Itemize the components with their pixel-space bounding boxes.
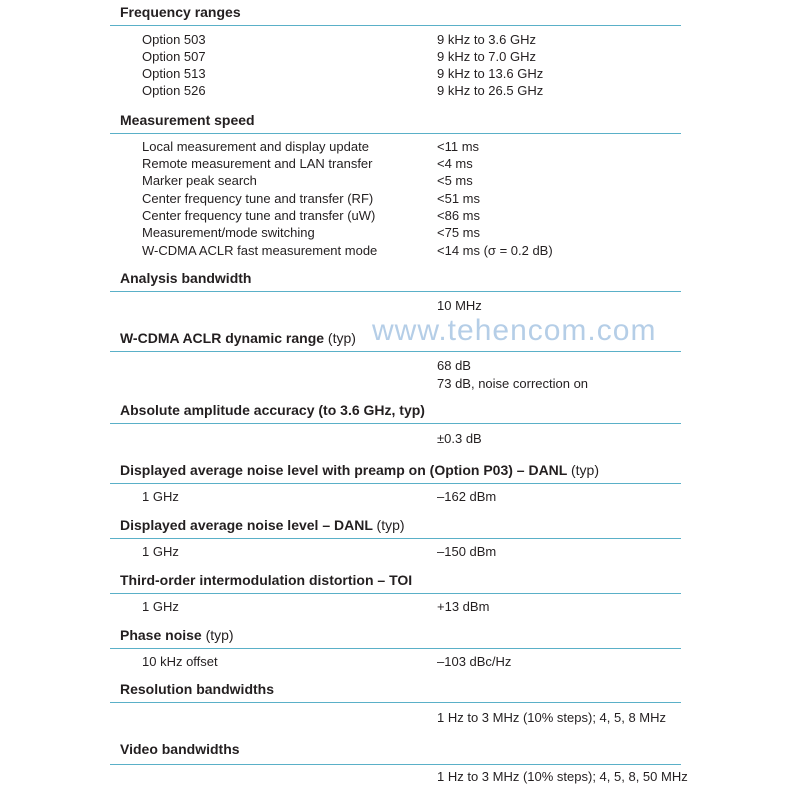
- spec-row: [0, 709, 800, 726]
- spec-row: [0, 297, 800, 314]
- section-title: [120, 627, 234, 644]
- section-title-text: Displayed average noise level – DANL: [120, 517, 373, 533]
- spec-value: 1 Hz to 3 MHz (10% steps); 4, 5, 8, 50 MHz: [437, 769, 688, 784]
- spec-value: –162 dBm: [437, 489, 497, 504]
- spec-value: 1 Hz to 3 MHz (10% steps); 4, 5, 8 MHz: [437, 710, 667, 725]
- spec-row: [0, 224, 800, 241]
- spec-label: Option 507: [142, 49, 206, 64]
- spec-value: –103 dBc/Hz: [437, 654, 512, 669]
- section-title-qualifier: (typ): [376, 517, 405, 533]
- spec-row: [0, 82, 800, 99]
- spec-row: [0, 242, 800, 259]
- section-title: [120, 572, 412, 589]
- spec-label: Measurement/mode switching: [142, 225, 315, 240]
- spec-value: 73 dB, noise correction on: [437, 376, 589, 391]
- spec-value: 68 dB: [437, 358, 471, 373]
- section-divider: [110, 483, 681, 484]
- spec-label: Center frequency tune and transfer (RF): [142, 191, 374, 206]
- spec-label: 1 GHz: [142, 544, 179, 559]
- spec-value: +13 dBm: [437, 599, 490, 614]
- section-title: [120, 402, 425, 419]
- section-divider: [110, 648, 681, 649]
- spec-row: [0, 31, 800, 48]
- section-divider: [110, 423, 681, 424]
- spec-value: 10 MHz: [437, 298, 482, 313]
- spec-label: Marker peak search: [142, 173, 257, 188]
- spec-row: [0, 138, 800, 155]
- spec-value: <5 ms: [437, 173, 473, 188]
- spec-row: [0, 357, 800, 374]
- spec-value: ±0.3 dB: [437, 431, 482, 446]
- section-title: [120, 517, 405, 534]
- spec-label: Option 503: [142, 32, 206, 47]
- section-title-qualifier: (typ): [570, 462, 599, 478]
- section-title-text: Measurement speed: [120, 112, 255, 128]
- spec-label: Remote measurement and LAN transfer: [142, 156, 373, 171]
- spec-row: [0, 430, 800, 447]
- spec-value: <14 ms (σ = 0.2 dB): [437, 243, 553, 258]
- section-title: [120, 4, 241, 21]
- section-divider: [110, 133, 681, 134]
- spec-value: 9 kHz to 26.5 GHz: [437, 83, 544, 98]
- spec-label: Center frequency tune and transfer (uW): [142, 208, 376, 223]
- section-title-qualifier: (typ): [205, 627, 234, 643]
- section-title-qualifier: (typ): [327, 330, 356, 346]
- section-title: [120, 741, 240, 758]
- spec-row: [0, 598, 800, 615]
- spec-label: Option 513: [142, 66, 206, 81]
- spec-label: Option 526: [142, 83, 206, 98]
- section-title: [120, 462, 599, 479]
- spec-row: [0, 207, 800, 224]
- spec-row: [0, 653, 800, 670]
- spec-label: 1 GHz: [142, 599, 179, 614]
- section-divider: [110, 25, 681, 26]
- spec-value: 9 kHz to 3.6 GHz: [437, 32, 536, 47]
- section-title-text: Video bandwidths: [120, 741, 240, 757]
- section-title: [120, 330, 356, 347]
- section-divider: [110, 538, 681, 539]
- section-title-text: Frequency ranges: [120, 4, 241, 20]
- spec-value: <11 ms: [437, 139, 480, 154]
- section-title-text: Third-order intermodulation distortion – TOI: [120, 572, 413, 588]
- section-title-text: Resolution bandwidths: [120, 681, 274, 697]
- spec-row: [0, 190, 800, 207]
- section-title: [120, 112, 255, 129]
- spec-value: <75 ms: [437, 225, 480, 240]
- section-title-text: Displayed average noise level with preamp on (Option P03) – DANL: [120, 462, 568, 478]
- spec-row: [0, 172, 800, 189]
- spec-label: 1 GHz: [142, 489, 179, 504]
- spec-row: [0, 155, 800, 172]
- spec-value: <4 ms: [437, 156, 473, 171]
- spec-label: W-CDMA ACLR fast measurement mode: [142, 243, 378, 258]
- spec-label: Local measurement and display update: [142, 139, 369, 154]
- spec-value: –150 dBm: [437, 544, 497, 559]
- spec-value: <51 ms: [437, 191, 480, 206]
- section-divider: [110, 702, 681, 703]
- spec-row: [0, 543, 800, 560]
- section-divider: [110, 291, 681, 292]
- section-title-text: Absolute amplitude accuracy (to 3.6 GHz, typ): [120, 402, 425, 418]
- spec-value: 9 kHz to 7.0 GHz: [437, 49, 536, 64]
- section-divider: [110, 764, 681, 765]
- watermark-text: www.tehencom.com: [372, 314, 657, 347]
- section-title-text: W-CDMA ACLR dynamic range: [120, 330, 325, 346]
- section-divider: [110, 593, 681, 594]
- spec-value: <86 ms: [437, 208, 480, 223]
- section-title: [120, 681, 274, 698]
- spec-row: [0, 65, 800, 82]
- spec-row: [0, 768, 800, 785]
- section-title-text: Analysis bandwidth: [120, 270, 252, 286]
- section-divider: [110, 351, 681, 352]
- spec-row: [0, 375, 800, 392]
- spec-row: [0, 48, 800, 65]
- section-title: [120, 270, 251, 287]
- section-title-text: Phase noise: [120, 627, 202, 643]
- spec-label: 10 kHz offset: [142, 654, 218, 669]
- spec-value: 9 kHz to 13.6 GHz: [437, 66, 544, 81]
- spec-row: [0, 488, 800, 505]
